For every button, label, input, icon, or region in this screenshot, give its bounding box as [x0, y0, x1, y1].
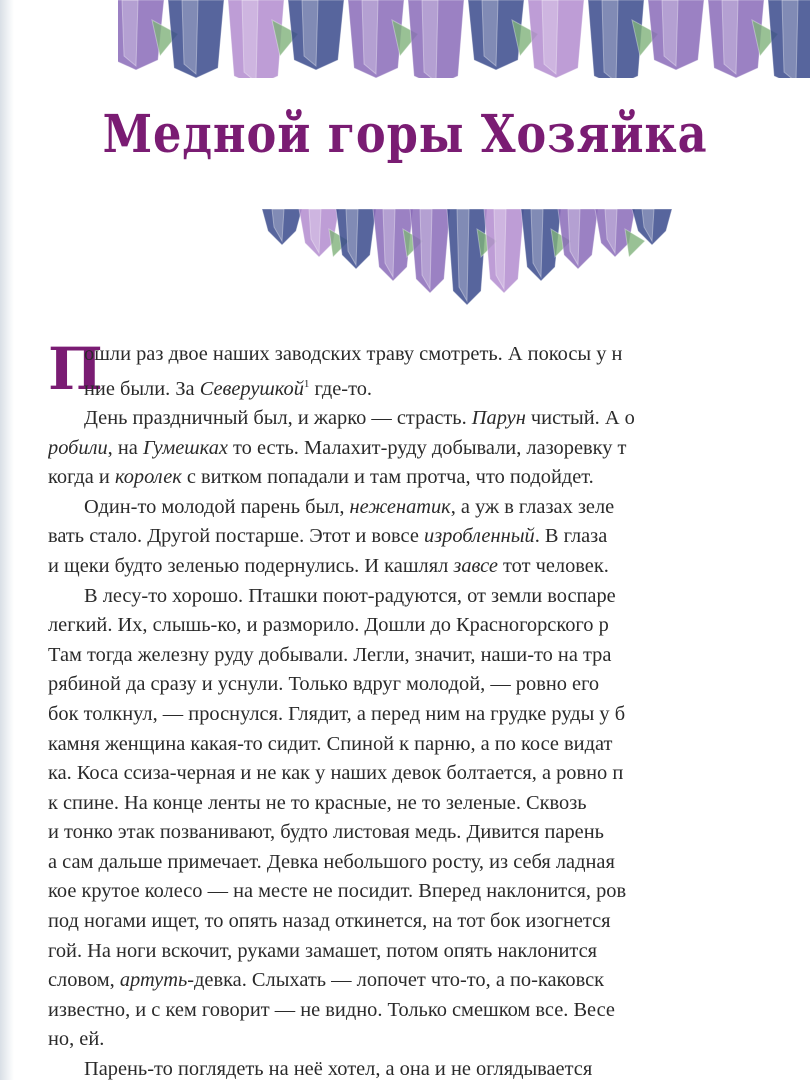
drop-cap: П — [48, 340, 103, 403]
text-line: словом, артуть-девка. Слыхать — лопочет что-то, а по-каковск — [48, 969, 605, 992]
text-line: легкий. Их, слышь-ко, и разморило. Дошли до Красногорского р — [48, 614, 609, 637]
story-text — [48, 340, 810, 1080]
paragraph-3 — [48, 493, 810, 582]
text-line: под ногами ищет, то опять назад откинется, на тот бок изогнется — [48, 910, 611, 933]
text-line: рябиной да сразу и уснули. Только вдруг молодой, — ровно его — [48, 673, 600, 696]
text-line: Парень-то поглядеть на неё хотел, а она и не оглядывается — [84, 1058, 593, 1080]
text-line: Один-то молодой парень был, неженатик, а уж в глазах зеле — [84, 495, 615, 518]
text-line: Там тогда железну руду добывали. Легли, значит, наши-то на тра — [48, 643, 612, 666]
text-line: В лесу-то хорошо. Пташки поют-радуются, от земли воспаре — [84, 584, 616, 607]
paragraph-2 — [48, 404, 810, 493]
text-line: День праздничный был, и жарко — страсть. Парун чистый. А о — [84, 406, 635, 429]
text-line: кое крутое колесо — на месте не посидит. Вперед наклонится, ров — [48, 880, 627, 903]
text-line: к спине. На конце ленты не то красные, не то зеленые. Сквозь — [48, 791, 587, 814]
paragraph-4 — [48, 582, 810, 1056]
text-line: бок толкнул, — проснулся. Глядит, а перед ним на грудке руды у б — [48, 702, 626, 725]
page-edge — [0, 0, 14, 1080]
text-line: и тонко этак позванивают, будто листовая медь. Дивится парень — [48, 821, 604, 844]
text-line: ка. Коса ссиза-черная и не как у наших девок болтается, а ровно п — [48, 762, 624, 785]
text-line: и щеки будто зеленью подернулись. И кашлял завсе тот человек. — [48, 554, 609, 577]
paragraph-1 — [48, 340, 810, 404]
text-line: робили, на Гумешках то есть. Малахит-руду добывали, лазоревку т — [48, 436, 627, 459]
text-line: но, ей. — [48, 1028, 105, 1051]
text-line: когда и королек с витком попадали и там протча, что подойдет. — [48, 466, 594, 489]
crystal-garland-icon — [262, 205, 674, 317]
paragraph-5 — [48, 1055, 810, 1080]
text-line: ние были. За Северушкой$^1$ где-то. — [84, 377, 373, 400]
text-line: ошли раз двое наших заводских траву смотреть. А покосы у н — [84, 343, 623, 365]
text-line: камня женщина какая-то сидит. Спиной к парню, а по косе видат — [48, 732, 613, 755]
page-title: Медной горы Хозяйка — [102, 104, 708, 165]
text-line: гой. На ноги вскочит, руками замашет, потом опять наклонится — [48, 939, 598, 962]
text-line: известно, и с кем говорит — не видно. Только смешком все. Весе — [48, 998, 615, 1021]
crystal-band-icon — [118, 0, 810, 78]
text-line: вать стало. Другой постарше. Этот и вовсе изробленный. В глаза — [48, 525, 608, 548]
text-line: а сам дальше примечает. Девка небольшого росту, из себя ладная — [48, 850, 615, 873]
